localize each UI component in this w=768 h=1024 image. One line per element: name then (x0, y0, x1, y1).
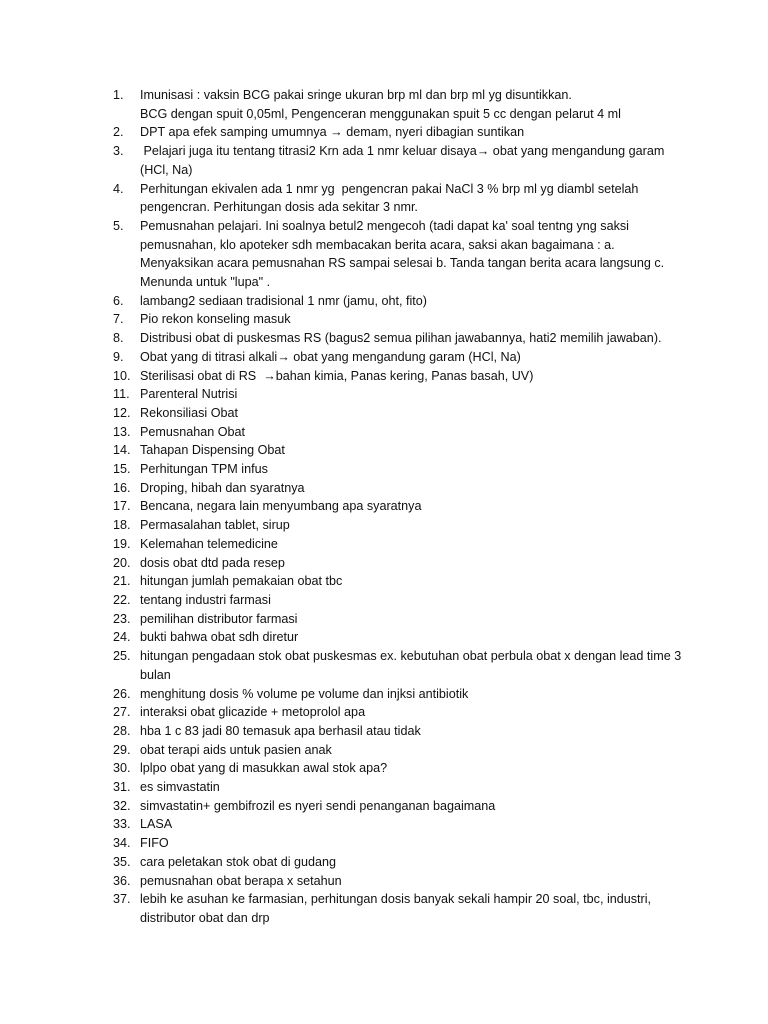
list-item-number: 12. (113, 405, 131, 420)
list-item (113, 890, 683, 927)
list-item-text: lplpo obat yang di masukkan awal stok apa? (140, 761, 388, 776)
list-item-text: Pio rekon konseling masuk (140, 312, 291, 327)
list-item-text: Kelemahan telemedicine (140, 536, 278, 551)
list-item (113, 647, 689, 684)
list-item-number: 4. (113, 181, 124, 196)
list-item-number: 33. (113, 817, 131, 832)
list-item-number: 37. (113, 892, 131, 907)
list-item-text: es simvastatin (140, 780, 220, 795)
list-item-text: Tahapan Dispensing Obat (140, 443, 285, 458)
list-item (113, 872, 683, 891)
list-item (113, 554, 683, 573)
list-item-number: 28. (113, 723, 131, 738)
list-item-text: lambang2 sediaan tradisional 1 nmr (jamu, oht, fito) (140, 293, 428, 308)
list-item-number: 14. (113, 443, 131, 458)
list-item-text: Imunisasi : vaksin BCG pakai sringe ukuran brp ml dan brp ml yg disuntikkan. BCG dengan spuit 0,05ml, Pengenceran menggunakan spuit 5 cc dengan pelarut 4 ml (140, 88, 621, 121)
list-item-number: 15. (113, 462, 131, 477)
list-item (113, 759, 683, 778)
list-item (113, 685, 683, 704)
list-item-number: 9. (113, 349, 124, 364)
list-item-text: DPT apa efek samping umumnya → demam, nyeri dibagian suntikan (140, 125, 525, 140)
list-item (113, 217, 683, 292)
list-item (113, 853, 683, 872)
list-item-text: pemusnahan obat berapa x setahun (140, 873, 342, 888)
list-item-text: simvastatin+ gembifrozil es nyeri sendi penanganan bagaimana (140, 798, 496, 813)
list-item-text: FIFO (140, 836, 169, 851)
list-item-number: 2. (113, 125, 124, 140)
list-item-number: 21. (113, 574, 131, 589)
list-item-number: 6. (113, 293, 124, 308)
list-item-text: lebih ke asuhan ke farmasian, perhitungan dosis banyak sekali hampir 20 soal, tbc, industri, distributor obat dan drp (140, 892, 655, 925)
list-item-text: interaksi obat glicazide + metoprolol apa (140, 705, 366, 720)
list-item-number: 16. (113, 480, 131, 495)
list-item-number: 25. (113, 649, 131, 664)
list-item-text: Pelajari juga itu tentang titrasi2 Krn ada 1 nmr keluar disaya→ obat yang mengandung garam (HCl, Na) (140, 144, 668, 177)
list-item (113, 497, 683, 516)
list-item-number: 24. (113, 630, 131, 645)
list-item-number: 22. (113, 592, 131, 607)
list-item-text: pemilihan distributor farmasi (140, 611, 298, 626)
list-item (113, 778, 683, 797)
list-item (113, 310, 683, 329)
list-item-text: LASA (140, 817, 173, 832)
list-item (113, 142, 683, 179)
list-item-number: 1. (113, 88, 124, 102)
list-item-text: Perhitungan TPM infus (140, 462, 268, 477)
list-item (113, 329, 683, 348)
list-item-text: Pemusnahan pelajari. Ini soalnya betul2 mengecoh (tadi dapat ka' soal tentng yng saksi pemusnahan, klo apoteker sdh membacakan berita acara, saksi akan bagaimana : a. Menyaksikan acara pemusnahan RS sampai selesai b. Tanda tangan berita acara langsung c. Menunda untuk "lupa" . (140, 218, 668, 290)
numbered-list (113, 86, 689, 928)
list-item-text: Bencana, negara lain menyumbang apa syaratnya (140, 499, 422, 514)
list-item (113, 535, 683, 554)
list-item (113, 516, 683, 535)
list-item-text: hba 1 c 83 jadi 80 temasuk apa berhasil atau tidak (140, 723, 421, 738)
list-item-text: hitungan jumlah pemakaian obat tbc (140, 574, 343, 589)
list-item (113, 385, 683, 404)
list-item-text: tentang industri farmasi (140, 592, 271, 607)
list-item-number: 18. (113, 518, 131, 533)
list-item (113, 441, 683, 460)
list-item (113, 404, 683, 423)
list-item-text: obat terapi aids untuk pasien anak (140, 742, 332, 757)
list-item (113, 479, 683, 498)
list-item (113, 292, 683, 311)
list-item-number: 23. (113, 611, 131, 626)
list-item-text: Permasalahan tablet, sirup (140, 518, 290, 533)
list-item-number: 19. (113, 536, 131, 551)
list-item-number: 34. (113, 836, 131, 851)
list-item-number: 20. (113, 555, 131, 570)
list-item-text: Sterilisasi obat di RS →bahan kimia, Panas kering, Panas basah, UV) (140, 368, 534, 383)
list-item-text: hitungan pengadaan stok obat puskesmas ex. kebutuhan obat perbula obat x dengan lead time 3 bulan (140, 649, 689, 682)
list-item-text: Rekonsiliasi Obat (140, 405, 238, 420)
list-item (113, 741, 683, 760)
list-item (113, 180, 683, 217)
list-item-text: Droping, hibah dan syaratnya (140, 480, 305, 495)
list-item-number: 35. (113, 854, 131, 869)
list-item-text: Perhitungan ekivalen ada 1 nmr yg pengencran pakai NaCl 3 % brp ml yg diambl setelah pengencran. Perhitungan dosis ada sekitar 3 nmr. (140, 181, 642, 215)
list-item (113, 834, 683, 853)
list-item (113, 348, 683, 367)
list-item-number: 5. (113, 218, 124, 233)
list-item (113, 572, 683, 591)
list-item-number: 7. (113, 312, 124, 327)
list-item-number: 8. (113, 331, 124, 346)
list-item-text: bukti bahwa obat sdh diretur (140, 630, 299, 645)
list-item (113, 591, 683, 610)
list-item (113, 86, 683, 123)
list-item-number: 10. (113, 368, 131, 383)
list-item (113, 423, 683, 442)
list-item (113, 703, 683, 722)
list-item-number: 17. (113, 499, 131, 514)
list-item-number: 30. (113, 761, 131, 776)
list-item-number: 3. (113, 144, 124, 159)
list-item-number: 32. (113, 798, 131, 813)
list-item (113, 460, 683, 479)
list-item (113, 610, 683, 629)
list-item-number: 29. (113, 742, 131, 757)
list-item-text: Parenteral Nutrisi (140, 387, 238, 402)
list-item (113, 797, 683, 816)
list-item (113, 628, 683, 647)
list-item-text: cara peletakan stok obat di gudang (140, 854, 337, 869)
list-item (113, 123, 683, 142)
list-item-number: 27. (113, 705, 131, 720)
list-item-text: dosis obat dtd pada resep (140, 555, 285, 570)
list-item-number: 11. (113, 387, 130, 402)
list-item-number: 26. (113, 686, 131, 701)
list-item-text: Distribusi obat di puskesmas RS (bagus2 semua pilihan jawabannya, hati2 memilih jawaban). (140, 331, 662, 346)
list-item-number: 31. (113, 780, 131, 795)
list-item-number: 13. (113, 424, 131, 439)
list-item (113, 367, 683, 386)
list-item-text: menghitung dosis % volume pe volume dan injksi antibiotik (140, 686, 469, 701)
list-item-text: Pemusnahan Obat (140, 424, 246, 439)
list-item-number: 36. (113, 873, 131, 888)
list-item (113, 722, 683, 741)
list-item-text: Obat yang di titrasi alkali→ obat yang mengandung garam (HCl, Na) (140, 349, 521, 364)
list-item (113, 815, 683, 834)
